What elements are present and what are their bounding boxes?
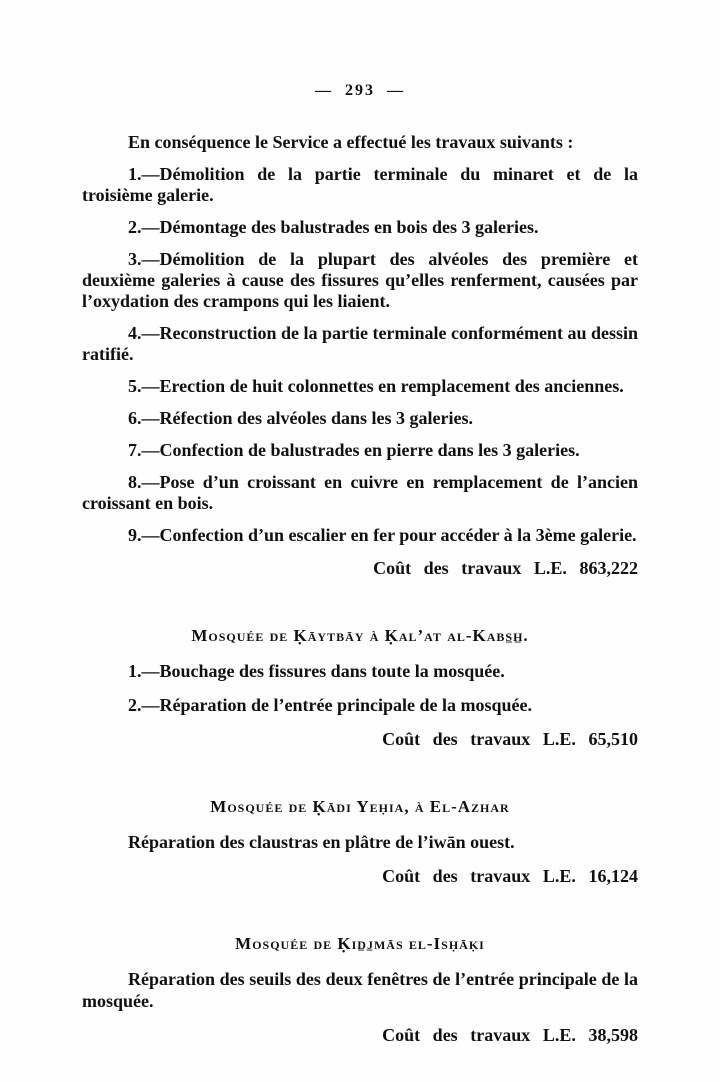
cost-line-minaret: Coût des travaux L.E. 863,222 bbox=[373, 558, 638, 578]
sections-container bbox=[82, 625, 638, 1046]
cost-line: Coût des travaux L.E. 16,124 bbox=[382, 866, 638, 886]
page-number: — 293 — bbox=[315, 82, 405, 99]
work-item: 5.—Erection de huit colonnettes en remplacement des anciennes. bbox=[128, 376, 624, 396]
page-content bbox=[82, 0, 638, 1046]
mosque-section-heading: Mosquée de Ḳid̲j̲mās el-Isḥāḳi bbox=[235, 934, 485, 953]
work-item: 3.—Démolition de la plupart des alvéoles des première et deuxième galeries à cause des fissures qu’elles renferment, causées par l’oxydation des crampons qui les liaient. bbox=[82, 249, 638, 311]
work-item: 9.—Confection d’un escalier en fer pour accéder à la 3ème galerie. bbox=[128, 525, 637, 545]
work-item: 4.—Reconstruction de la partie terminale conformément au dessin ratifié. bbox=[82, 323, 638, 364]
work-item: 8.—Pose d’un croissant en cuivre en remplacement de l’ancien croissant en bois. bbox=[82, 472, 638, 513]
work-item: 2.—Démontage des balustrades en bois des 3 galeries. bbox=[128, 217, 539, 237]
mosque-section-heading: Mosquée de Ḳādi Yeḥia, à El-Azhar bbox=[210, 797, 510, 816]
mosque-work-item: 2.—Réparation de l’entrée principale de la mosquée. bbox=[128, 695, 532, 715]
mosque-work-item: Réparation des claustras en plâtre de l’iwān ouest. bbox=[128, 832, 515, 852]
mosque-section bbox=[82, 796, 638, 887]
mosque-section bbox=[82, 933, 638, 1046]
work-item: 7.—Confection de balustrades en pierre dans les 3 galeries. bbox=[128, 440, 580, 460]
mosque-section-heading: Mosquée de Ḳāytbāy à Ḳal’at al-Kabs̲h̲. bbox=[191, 626, 529, 645]
work-item: 1.—Démolition de la partie terminale du minaret et de la troisième galerie. bbox=[82, 164, 638, 205]
mosque-section bbox=[82, 625, 638, 750]
mosque-work-item: 1.—Bouchage des fissures dans toute la mosquée. bbox=[128, 661, 505, 681]
work-item: 6.—Réfection des alvéoles dans les 3 galeries. bbox=[128, 408, 473, 428]
intro-paragraph: En conséquence le Service a effectué les travaux suivants : bbox=[128, 132, 574, 152]
work-items-list bbox=[82, 164, 638, 546]
cost-line: Coût des travaux L.E. 38,598 bbox=[382, 1025, 638, 1045]
mosque-work-item: Réparation des seuils des deux fenêtres de l’entrée principale de la mosquée. bbox=[82, 969, 638, 1011]
cost-line: Coût des travaux L.E. 65,510 bbox=[382, 729, 638, 749]
